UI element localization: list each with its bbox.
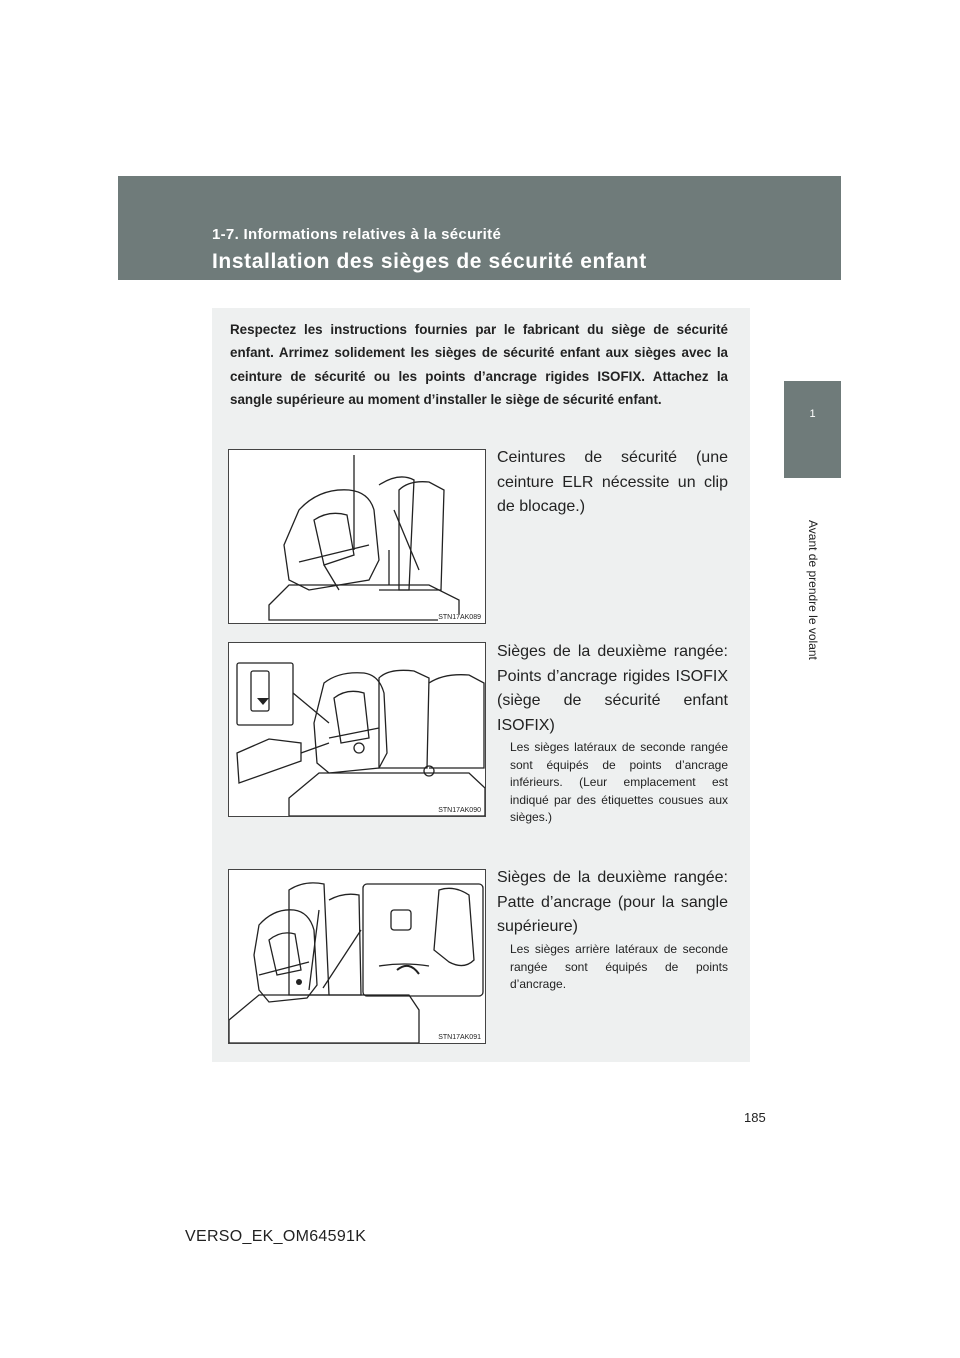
item-description-top-tether: Les sièges arrière latéraux de seconde rangée sont équipés de points d’ancrage.: [510, 942, 728, 991]
page-number: 185: [744, 1110, 766, 1125]
isofix-illustration: [229, 643, 485, 816]
figure-top-tether: [228, 869, 486, 1044]
item-heading-top-tether: Sièges de la deuxième rangée: Patte d’ancrage (pour la sangle supérieure): [497, 869, 728, 935]
chapter-number: 1: [809, 408, 816, 420]
figure-isofix: [228, 642, 486, 817]
figure-code: STN17AK091: [438, 1034, 481, 1041]
document-code: VERSO_EK_OM64591K: [185, 1228, 367, 1245]
chapter-label: Avant de prendre le volant: [806, 520, 820, 660]
figure-code: STN17AK090: [438, 807, 481, 814]
top-tether-illustration: [229, 870, 485, 1043]
item-heading-seatbelts: Ceintures de sécurité (une ceinture ELR nécessite un clip de blocage.): [497, 449, 728, 515]
page-title: Installation des sièges de sécurité enfant: [212, 250, 647, 273]
item-heading-isofix: Sièges de la deuxième rangée: Points d’ancrage rigides ISOFIX (siège de sécurité enfant ISOFIX): [497, 643, 728, 734]
chapter-tab: [784, 381, 841, 478]
child-seat-seatbelt-illustration: [229, 450, 485, 623]
section-label: 1-7. Informations relatives à la sécurité: [212, 226, 502, 243]
intro-paragraph: Respectez les instructions fournies par le fabricant du siège de sécurité enfant. Arrimez solidement les sièges de sécurité enfant aux sièges avec la ceinture de sécurité ou les points d’ancrage rigides ISOFIX. Attachez la sangle supérieure au moment d’installer le siège de sécurité enfant.: [230, 322, 728, 408]
item-description-isofix: Les sièges latéraux de seconde rangée sont équipés de points d’ancrage inférieurs. (Leur emplacement est indiqué par des étiquettes cousues aux sièges.): [510, 740, 728, 824]
figure-code: STN17AK089: [438, 614, 481, 621]
figure-seatbelt-child-seat: [228, 449, 486, 624]
